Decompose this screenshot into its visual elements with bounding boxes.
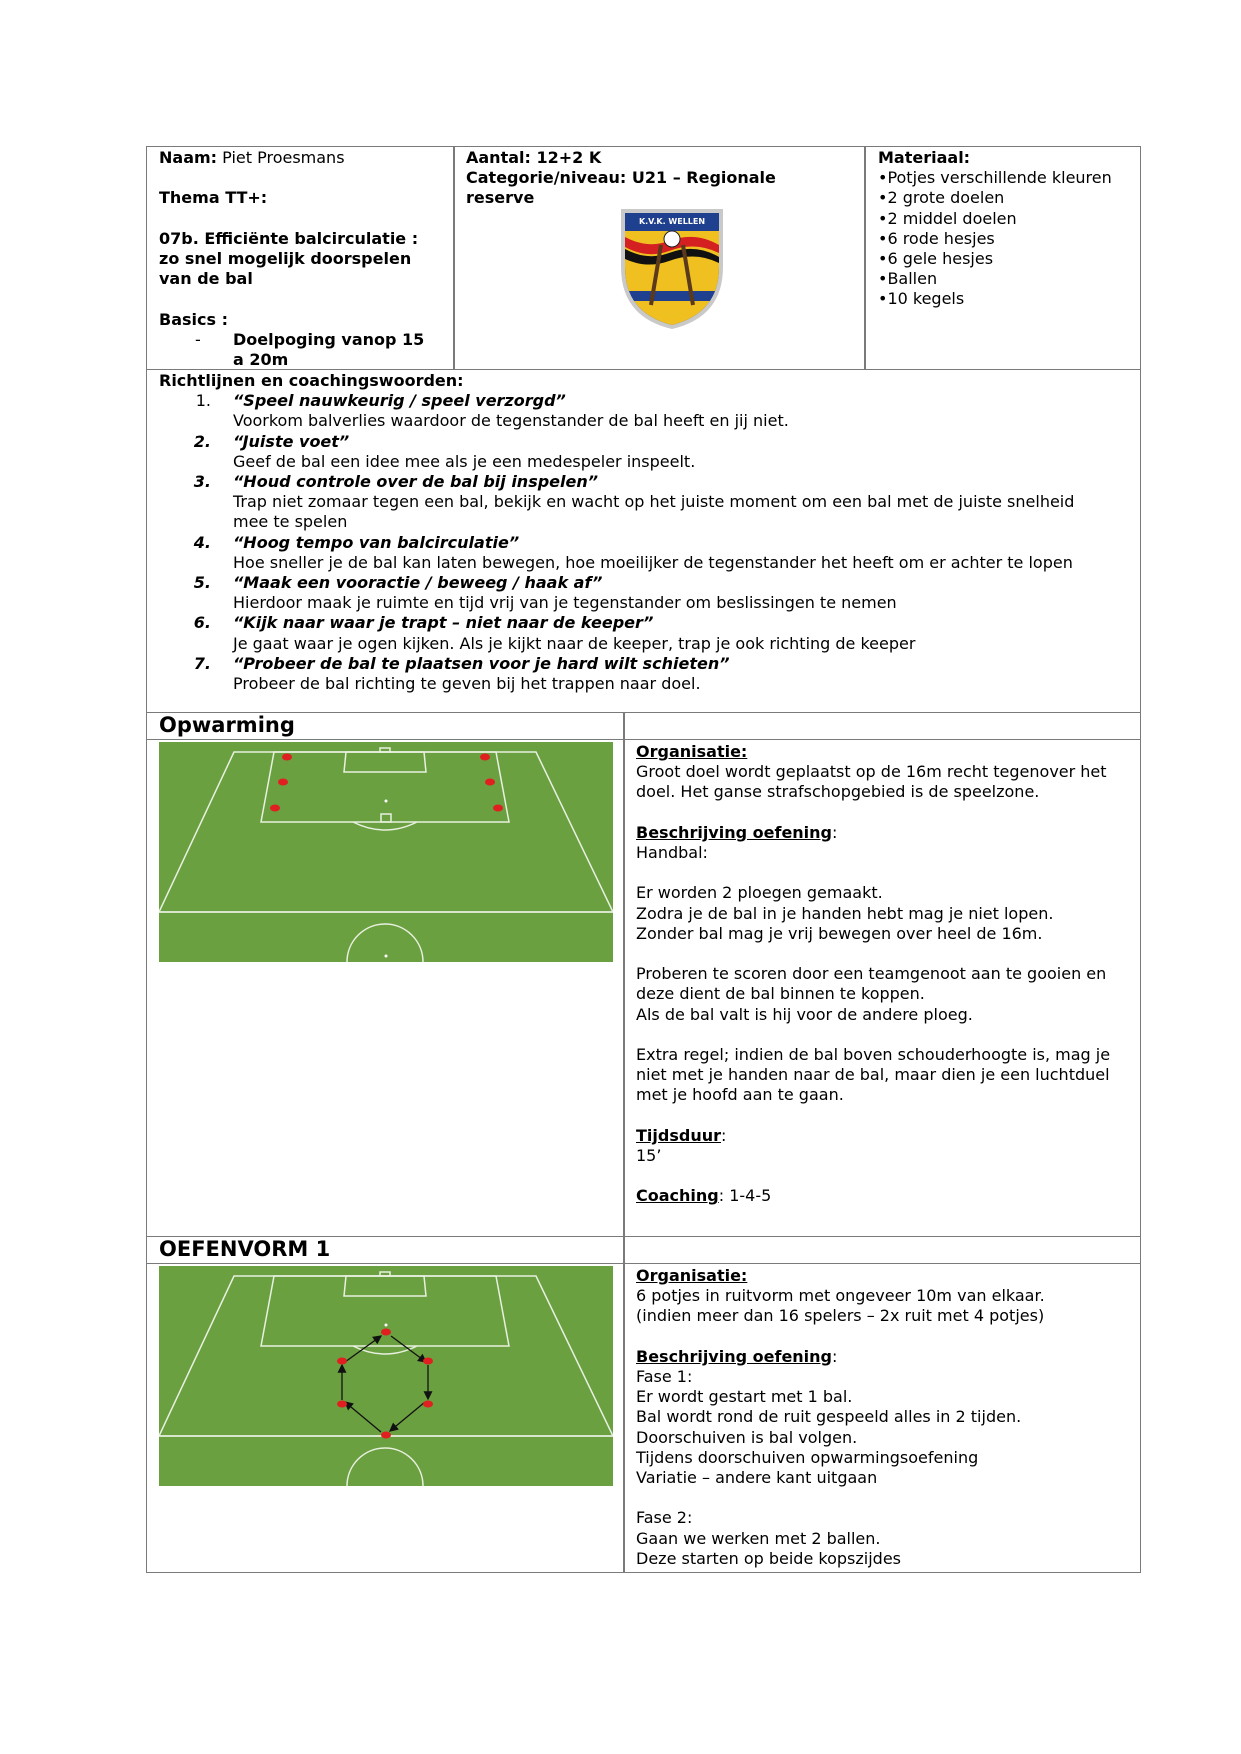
materiaal-item: • Potjes verschillende kleuren	[878, 168, 1112, 188]
title-line: 07b. Efficiënte balcirculatie :	[159, 228, 419, 248]
item-number: 2.	[193, 431, 211, 451]
text-line: met je hoofd aan te gaan.	[636, 1085, 844, 1105]
text-line: Er worden 2 ploegen gemaakt.	[636, 883, 883, 903]
item-title: “Juiste voet”	[233, 431, 350, 451]
text-line: Handbal:	[636, 843, 708, 863]
item-title: “Probeer de bal te plaatsen voor je hard wilt schieten”	[233, 653, 730, 673]
item-title: “Maak een vooractie / beweeg / haak af”	[233, 573, 603, 593]
materiaal-item: • 6 gele hesjes	[878, 249, 1112, 269]
materiaal-item: • 2 middel doelen	[878, 209, 1112, 229]
item-title: “Speel nauwkeurig / speel verzorgd”	[233, 391, 566, 411]
text-line: niet met je handen naar de bal, maar dien je een luchtduel	[636, 1065, 1110, 1085]
org-label: Organisatie:	[636, 742, 748, 761]
item-desc: mee te spelen	[233, 512, 348, 532]
title-line: van de bal	[159, 269, 253, 289]
colon: :	[832, 822, 838, 842]
club-logo	[617, 205, 727, 330]
aantal: Aantal: 12+2 K	[466, 148, 602, 167]
item-desc: Hoe sneller je de bal kan laten bewegen, hoe moeilijker de tegenstander het heeft om er achter te lopen	[233, 552, 1073, 572]
materiaal-label: Materiaal:	[878, 148, 971, 167]
opwarming-pitch-diagram	[159, 742, 613, 962]
materiaal-item: • 10 kegels	[878, 289, 1112, 309]
naam-value: Piet Proesmans	[217, 148, 345, 167]
coaching-value: : 1-4-5	[718, 1186, 772, 1206]
materiaal-item: • 2 grote doelen	[878, 188, 1112, 208]
item-title: “Houd controle over de bal bij inspelen”	[233, 472, 599, 492]
colon: :	[832, 1346, 838, 1366]
basics-item: Doelpoging vanop 15	[233, 329, 425, 349]
org-label: Organisatie:	[636, 1266, 748, 1285]
divider	[623, 1236, 625, 1573]
beschrijving-label: Beschrijving oefening	[636, 1346, 833, 1366]
item-number: 3.	[193, 472, 211, 492]
coaching-label: Coaching	[636, 1186, 719, 1206]
text-line: Zodra je de bal in je handen hebt mag je niet lopen.	[636, 903, 1054, 923]
basics-item: a 20m	[233, 350, 289, 370]
item-number: 5.	[193, 573, 211, 593]
text-line: Variatie – andere kant uitgaan	[636, 1468, 878, 1488]
item-desc: Je gaat waar je ogen kijken. Als je kijkt naar de keeper, trap je ook richting de keeper	[233, 633, 916, 653]
divider	[453, 146, 455, 370]
logo-text: K.V.K. WELLEN	[638, 217, 706, 226]
materiaal-item: • 6 rode hesjes	[878, 229, 1112, 249]
org-line: doel. Het ganse strafschopgebied is de speelzone.	[636, 782, 1040, 802]
item-number: 6.	[193, 613, 211, 633]
item-number: 7.	[193, 653, 211, 673]
item-title: “Hoog tempo van balcirculatie”	[233, 532, 520, 552]
text-line: Tijdens doorschuiven opwarmingsoefening	[636, 1447, 979, 1467]
tijdsduur-value: 15’	[636, 1146, 662, 1166]
item-desc: Geef de bal een idee mee als je een medespeler inspeelt.	[233, 451, 696, 471]
text-line: Deze starten op beide kopszijdes	[636, 1548, 901, 1568]
header-left	[159, 148, 424, 370]
org-line: (indien meer dan 16 spelers – 2x ruit met 4 potjes)	[636, 1306, 1045, 1326]
text-line: Extra regel; indien de bal boven schouderhoogte is, mag je	[636, 1045, 1111, 1065]
richtlijnen-section	[159, 371, 1074, 694]
divider	[864, 146, 866, 370]
text-line: Proberen te scoren door een teamgenoot aan te gooien en	[636, 964, 1107, 984]
org-line: 6 potjes in ruitvorm met ongeveer 10m van elkaar.	[636, 1286, 1045, 1306]
text-line: Als de bal valt is hij voor de andere ploeg.	[636, 1004, 973, 1024]
oefenvorm-heading: OEFENVORM 1	[159, 1237, 331, 1261]
opwarming-header-row	[146, 712, 1141, 740]
item-desc: Probeer de bal richting te geven bij het trappen naar doel.	[233, 674, 701, 694]
colon: :	[720, 1125, 727, 1145]
text-line: Gaan we werken met 2 ballen.	[636, 1528, 881, 1548]
richtlijnen-title: Richtlijnen en coachingswoorden:	[159, 371, 464, 390]
oefenvorm-text	[636, 1266, 1045, 1569]
basics-label: Basics :	[159, 309, 228, 329]
header-right	[878, 148, 1112, 310]
org-line: Groot doel wordt geplaatst op de 16m recht tegenover het	[636, 762, 1107, 782]
item-desc: Trap niet zomaar tegen een bal, bekijk en wacht op het juiste moment om een bal met de juiste snelheid	[233, 492, 1075, 512]
categorie: Categorie/niveau: U21 – Regionale	[466, 168, 776, 188]
opwarming-heading: Opwarming	[159, 713, 295, 737]
text-line: deze dient de bal binnen te koppen.	[636, 984, 925, 1004]
item-number: 4.	[193, 532, 211, 552]
item-number: 1.	[195, 391, 211, 411]
basics-dash: -	[195, 329, 201, 349]
item-title: “Kijk naar waar je trapt – niet naar de keeper”	[233, 613, 654, 633]
text-line: Fase 2:	[636, 1508, 693, 1528]
categorie: reserve	[466, 188, 535, 208]
thema-label: Thema TT+:	[159, 188, 268, 208]
tijdsduur-label: Tijdsduur	[636, 1125, 721, 1145]
header-middle	[466, 148, 776, 209]
text-line: Fase 1:	[636, 1367, 693, 1387]
beschrijving-label: Beschrijving oefening	[636, 822, 833, 842]
text-line: Doorschuiven is bal volgen.	[636, 1427, 858, 1447]
opwarming-text	[636, 742, 1110, 1207]
divider	[623, 712, 625, 1237]
text-line: Er wordt gestart met 1 bal.	[636, 1387, 853, 1407]
item-desc: Hierdoor maak je ruimte en tijd vrij van je tegenstander om beslissingen te nemen	[233, 593, 897, 613]
naam-label: Naam:	[159, 148, 218, 167]
title-line: zo snel mogelijk doorspelen	[159, 249, 412, 269]
materiaal-item: • Ballen	[878, 269, 1112, 289]
text-line: Bal wordt rond de ruit gespeeld alles in 2 tijden.	[636, 1407, 1022, 1427]
item-desc: Voorkom balverlies waardoor de tegenstander de bal heeft en jij niet.	[233, 411, 789, 431]
text-line: Zonder bal mag je vrij bewegen over heel de 16m.	[636, 923, 1043, 943]
oefenvorm-pitch-diagram	[159, 1266, 613, 1486]
